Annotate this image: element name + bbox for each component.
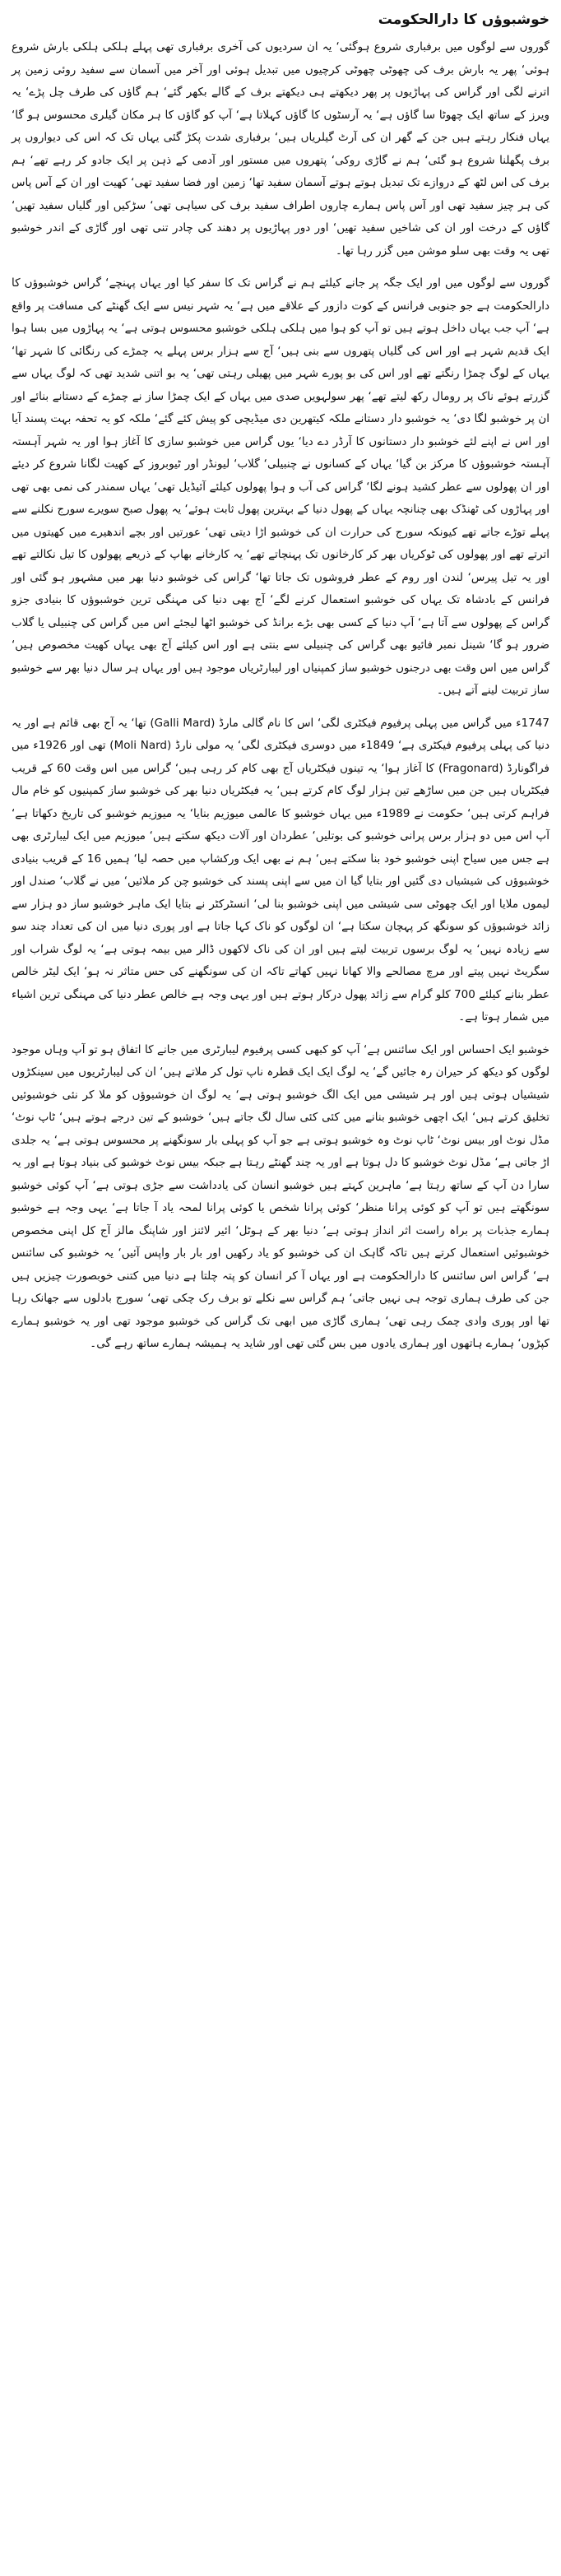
paragraph-3: 1747ء میں گراس میں پہلی پرفیوم فیکٹری لگی‘ اس کا نام گالی مارڈ (Galli Mard) تھا‘ یہ آج بھی قائم ہے اور یہ دنیا کی پہلی پرفیوم فیکٹری ہے‘ 1849ء میں دوسری فیکٹری لگی‘ یہ مولی نارڈ (Moli Nard) تھی اور 1926ء میں فراگونارڈ (Fragonard) کا آغاز ہوا‘ یہ تینوں فیکٹریاں آج بھی کام کر رہی ہیں‘ گراس میں اس وقت 60 کے قریب فیکٹریاں ہیں جن میں ساڑھے تین ہزار لوگ کام کرتے ہیں‘ یہ فیکٹریاں دنیا بھر کی خوشبو ساز کمپنیوں کو خام مال فراہم کرتی ہیں‘ حکومت نے 1989ء میں یہاں خوشبو کا عالمی میوزیم بنایا‘ یہ میوزیم خوشبو کی تاریخ دکھاتا ہے‘ آپ اس میں دو ہزار برس پرانی خوشبو کی بوتلیں‘ عطردان اور آلات دیکھ سکتے ہیں‘ میوزیم میں ایک لیبارٹری بھی ہے جس میں سیاح اپنی خوشبو خود بنا سکتے ہیں‘ ہم نے بھی ایک ورکشاپ میں حصہ لیا‘ ہمیں 16 کے قریب بنیادی خوشبوؤں کی شیشیاں دی گئیں اور بتایا گیا ان میں سے اپنی پسند کی خوشبو چن کر ملائیں‘ میں نے گلاب‘ صندل اور لیموں ملایا اور ایک چھوٹی سی شیشی میں اپنی خوشبو بنا لی‘ انسٹرکٹر نے بتایا ایک ماہر خوشبو ساز دو ہزار سے زائد خوشبوؤں کو سونگھ کر پہچان سکتا ہے‘ ان لوگوں کو ناک کہا جاتا ہے اور پوری دنیا میں ان کی تعداد چند سو سے زیادہ نہیں‘ یہ لوگ برسوں تربیت لیتے ہیں اور ان کی ناک لاکھوں ڈالر میں بیمہ ہوتی ہے‘ یہ لوگ شراب اور سگریٹ نہیں پیتے اور مرچ مصالحے والا کھانا نہیں کھاتے تاکہ ان کی سونگھنے کی حس متاثر نہ ہو‘ ایک لیٹر خالص عطر بنانے کیلئے 700 کلو گرام سے زائد پھول درکار ہوتے ہیں اور یہی وجہ ہے خالص عطر دنیا کی مہنگی ترین اشیاء میں شمار ہوتا ہے۔ <box>12 716 549 1023</box>
paragraph-2: گوروں سے لوگوں میں اور ایک جگہ پر جانے کیلئے ہم نے گراس تک کا سفر کیا اور یہاں پہنچے‘ گراس خوشبوؤں کا دارالحکومت ہے جو جنوبی فرانس کے کوت دازور کے علاقے میں ہے‘ یہ شہر نیس سے ایک گھنٹے کی مسافت پر واقع ہے‘ آپ جب یہاں داخل ہوتے ہیں تو آپ کو ہوا میں ہلکی ہلکی خوشبو محسوس ہوتی ہے‘ یہ پہاڑوں میں بسا ہوا ایک قدیم شہر ہے اور اس کی گلیاں پتھروں سے بنی ہیں‘ آج سے ہزار برس پہلے یہ چمڑے کی رنگائی کا شہر تھا‘ یہاں کے لوگ چمڑا رنگتے تھے اور اس کی بو پورے شہر میں پھیلی رہتی تھی‘ یہ بو اتنی شدید تھی کہ لوگ یہاں سے گزرتے ہوئے ناک پر رومال رکھ لیتے تھے‘ پھر سولہویں صدی میں یہاں کے ایک چمڑا ساز نے چمڑے کے دستانے بنائے اور ان پر خوشبو لگا دی‘ یہ خوشبو دار دستانے ملکہ کیتھرین دی میڈیچی کو پیش کئے گئے‘ ملکہ کو یہ تحفہ بہت پسند آیا اور اس نے اپنے لئے خوشبو دار دستانوں کا آرڈر دے دیا‘ یوں گراس میں خوشبو سازی کا آغاز ہوا اور یہ شہر آہستہ آہستہ خوشبوؤں کا مرکز بن گیا‘ یہاں کے کسانوں نے چنبیلی‘ گلاب‘ لیونڈر اور ٹیوبروز کے کھیت لگانا شروع کر دیئے اور ان پھولوں سے عطر کشید ہونے لگا‘ گراس کی آب و ہوا پھولوں کیلئے آئیڈیل تھی‘ یہاں سمندر کی نمی بھی تھی اور پہاڑوں کی ٹھنڈک بھی چنانچہ یہاں کے پھول دنیا کے بہترین پھول ثابت ہوئے‘ یہ پھول صبح سویرے سورج نکلنے سے پہلے توڑے جاتے تھے کیونکہ سورج کی حرارت ان کی خوشبو اڑا دیتی تھی‘ عورتیں اور بچے اندھیرے میں کھیتوں میں اترتے تھے اور پھولوں کی ٹوکریاں بھر کر کارخانوں تک پہنچاتے تھے‘ یہ کارخانے بھاپ کے ذریعے پھولوں کا تیل نکالتے تھے اور یہ تیل پیرس‘ لندن اور روم کے عطر فروشوں تک جاتا تھا‘ گراس کی خوشبو دنیا بھر میں مشہور ہو گئی اور فرانس کے بادشاہ تک یہاں کی خوشبو استعمال کرنے لگے‘ آج بھی دنیا کی مہنگی ترین خوشبوؤں کا بنیادی جزو گراس کے پھولوں سے آتا ہے‘ آپ دنیا کے کسی بھی بڑے برانڈ کی خوشبو اٹھا لیجئے اس میں گراس کی چنبیلی یا گلاب ضرور ہو گا‘ شینل نمبر فائیو بھی گراس کی چنبیلی سے بنتی ہے اور اس کیلئے آج بھی یہاں کھیت مخصوص ہیں‘ گراس میں اس وقت بھی درجنوں خوشبو ساز کمپنیاں اور لیبارٹریاں موجود ہیں اور یہاں ہر سال دنیا بھر سے خوشبو ساز تربیت لینے آتے ہیں۔ <box>12 276 549 697</box>
paragraph-4: خوشبو ایک احساس اور ایک سائنس ہے‘ آپ کو کبھی کسی پرفیوم لیبارٹری میں جانے کا اتفاق ہو تو آپ وہاں موجود لوگوں کو دیکھ کر حیران رہ جائیں گے‘ یہ لوگ ایک ایک قطرہ ناپ تول کر ملاتے ہیں‘ ان کی لیبارٹریوں میں سینکڑوں شیشیاں ہوتی ہیں اور ہر شیشی میں ایک الگ خوشبو ہوتی ہے‘ یہ لوگ ان خوشبوؤں کو ملا کر نئی خوشبوئیں تخلیق کرتے ہیں‘ ایک اچھی خوشبو بنانے میں کئی کئی سال لگ جاتے ہیں‘ خوشبو کے تین درجے ہوتے ہیں‘ ٹاپ نوٹ‘ مڈل نوٹ اور بیس نوٹ‘ ٹاپ نوٹ وہ خوشبو ہوتی ہے جو آپ کو پہلی بار سونگھنے پر محسوس ہوتی ہے‘ یہ جلدی اڑ جاتی ہے‘ مڈل نوٹ خوشبو کا دل ہوتا ہے اور یہ چند گھنٹے رہتا ہے جبکہ بیس نوٹ خوشبو کی بنیاد ہوتا ہے اور یہ سارا دن آپ کے ساتھ رہتا ہے‘ ماہرین کہتے ہیں خوشبو انسان کی یادداشت سے جڑی ہوتی ہے‘ آپ کوئی خوشبو سونگھتے ہیں تو آپ کو کوئی پرانا منظر‘ کوئی پرانا شخص یا کوئی پرانا لمحہ یاد آ جاتا ہے‘ یہی وجہ ہے خوشبو ہمارے جذبات پر براہ راست اثر انداز ہوتی ہے‘ دنیا بھر کے ہوٹل‘ ائیر لائنز اور شاپنگ مالز آج کل اپنی مخصوص خوشبوئیں استعمال کرتے ہیں تاکہ گاہک ان کی خوشبو کو یاد رکھیں اور بار بار واپس آئیں‘ یہ خوشبو کی سائنس ہے‘ گراس اس سائنس کا دارالحکومت ہے اور یہاں آ کر انسان کو پتہ چلتا ہے دنیا میں کتنی خوبصورت چیزیں ہیں جن کی طرف ہماری توجہ ہی نہیں جاتی‘ ہم گراس سے نکلے تو برف رک چکی تھی‘ سورج بادلوں سے جھانک رہا تھا اور پوری وادی چمک رہی تھی‘ ہماری گاڑی میں ابھی تک گراس کی خوشبو موجود تھی اور یہ خوشبو ہمارے کپڑوں‘ ہمارے ہاتھوں اور ہماری یادوں میں بس گئی تھی اور شاید یہ ہمیشہ ہمارے ساتھ رہے گی۔ <box>12 1042 549 1350</box>
article-title: خوشبوؤں کا دارالحکومت <box>378 12 549 28</box>
paragraph-1: گوروں سے لوگوں میں برفباری شروع ہوگئی‘ یہ ان سردیوں کی آخری برفباری تھی پہلے ہلکی ہلکی بارش شروع ہوئی‘ پھر یہ بارش برف کی چھوٹی چھوٹی کرچیوں میں تبدیل ہوئی اور آخر میں آسمان سے سفید روئی زمین پر اترنے لگی اور گراس کی پہاڑیوں پر پھر دیکھتے ہی دیکھتے برف کے گالے بکھر گئے‘ ہم گاؤں کی طرف چل پڑے‘ یہ ویرز کے ساتھ ایک چھوٹا سا گاؤں ہے‘ یہ آرسٹوں کا گاؤں کہلاتا ہے‘ آپ کو گاؤں کا ہر مکان گیلری محسوس ہو گا‘ یہاں فنکار رہتے ہیں جن کے گھر ان کی آرٹ گیلریاں ہیں‘ برفباری شدت پکڑ گئی یہاں تک کہ اس کی دیواروں پر برف پگھلنا شروع ہو گئی‘ ہم نے گاڑی روکی‘ پتھروں میں مستور اور آدمی کے ذہن پر ایک جادو کر رہے تھے‘ ہم برف کی اس لٹھ کے دروازے تک تبدیل ہوتے ہوتے آسمان سفید تھا‘ زمین اور فضا سفید تھی‘ کھیت اور ان کے آس پاس کی ہر چیز سفید تھی اور آس پاس ہمارے چاروں اطراف سفید برف کی سیاہی تھی‘ سڑکیں اور گلیاں سفید تھیں‘ گاؤں کے درخت اور ان کی شاخیں سفید تھیں‘ اور دور پہاڑیوں پر دھند کی چادر تنی تھی اور گاڑی کے اندر خوشبو تھی یہ وقت بھی سلو موشن میں گزر رہا تھا۔ <box>12 40 549 258</box>
